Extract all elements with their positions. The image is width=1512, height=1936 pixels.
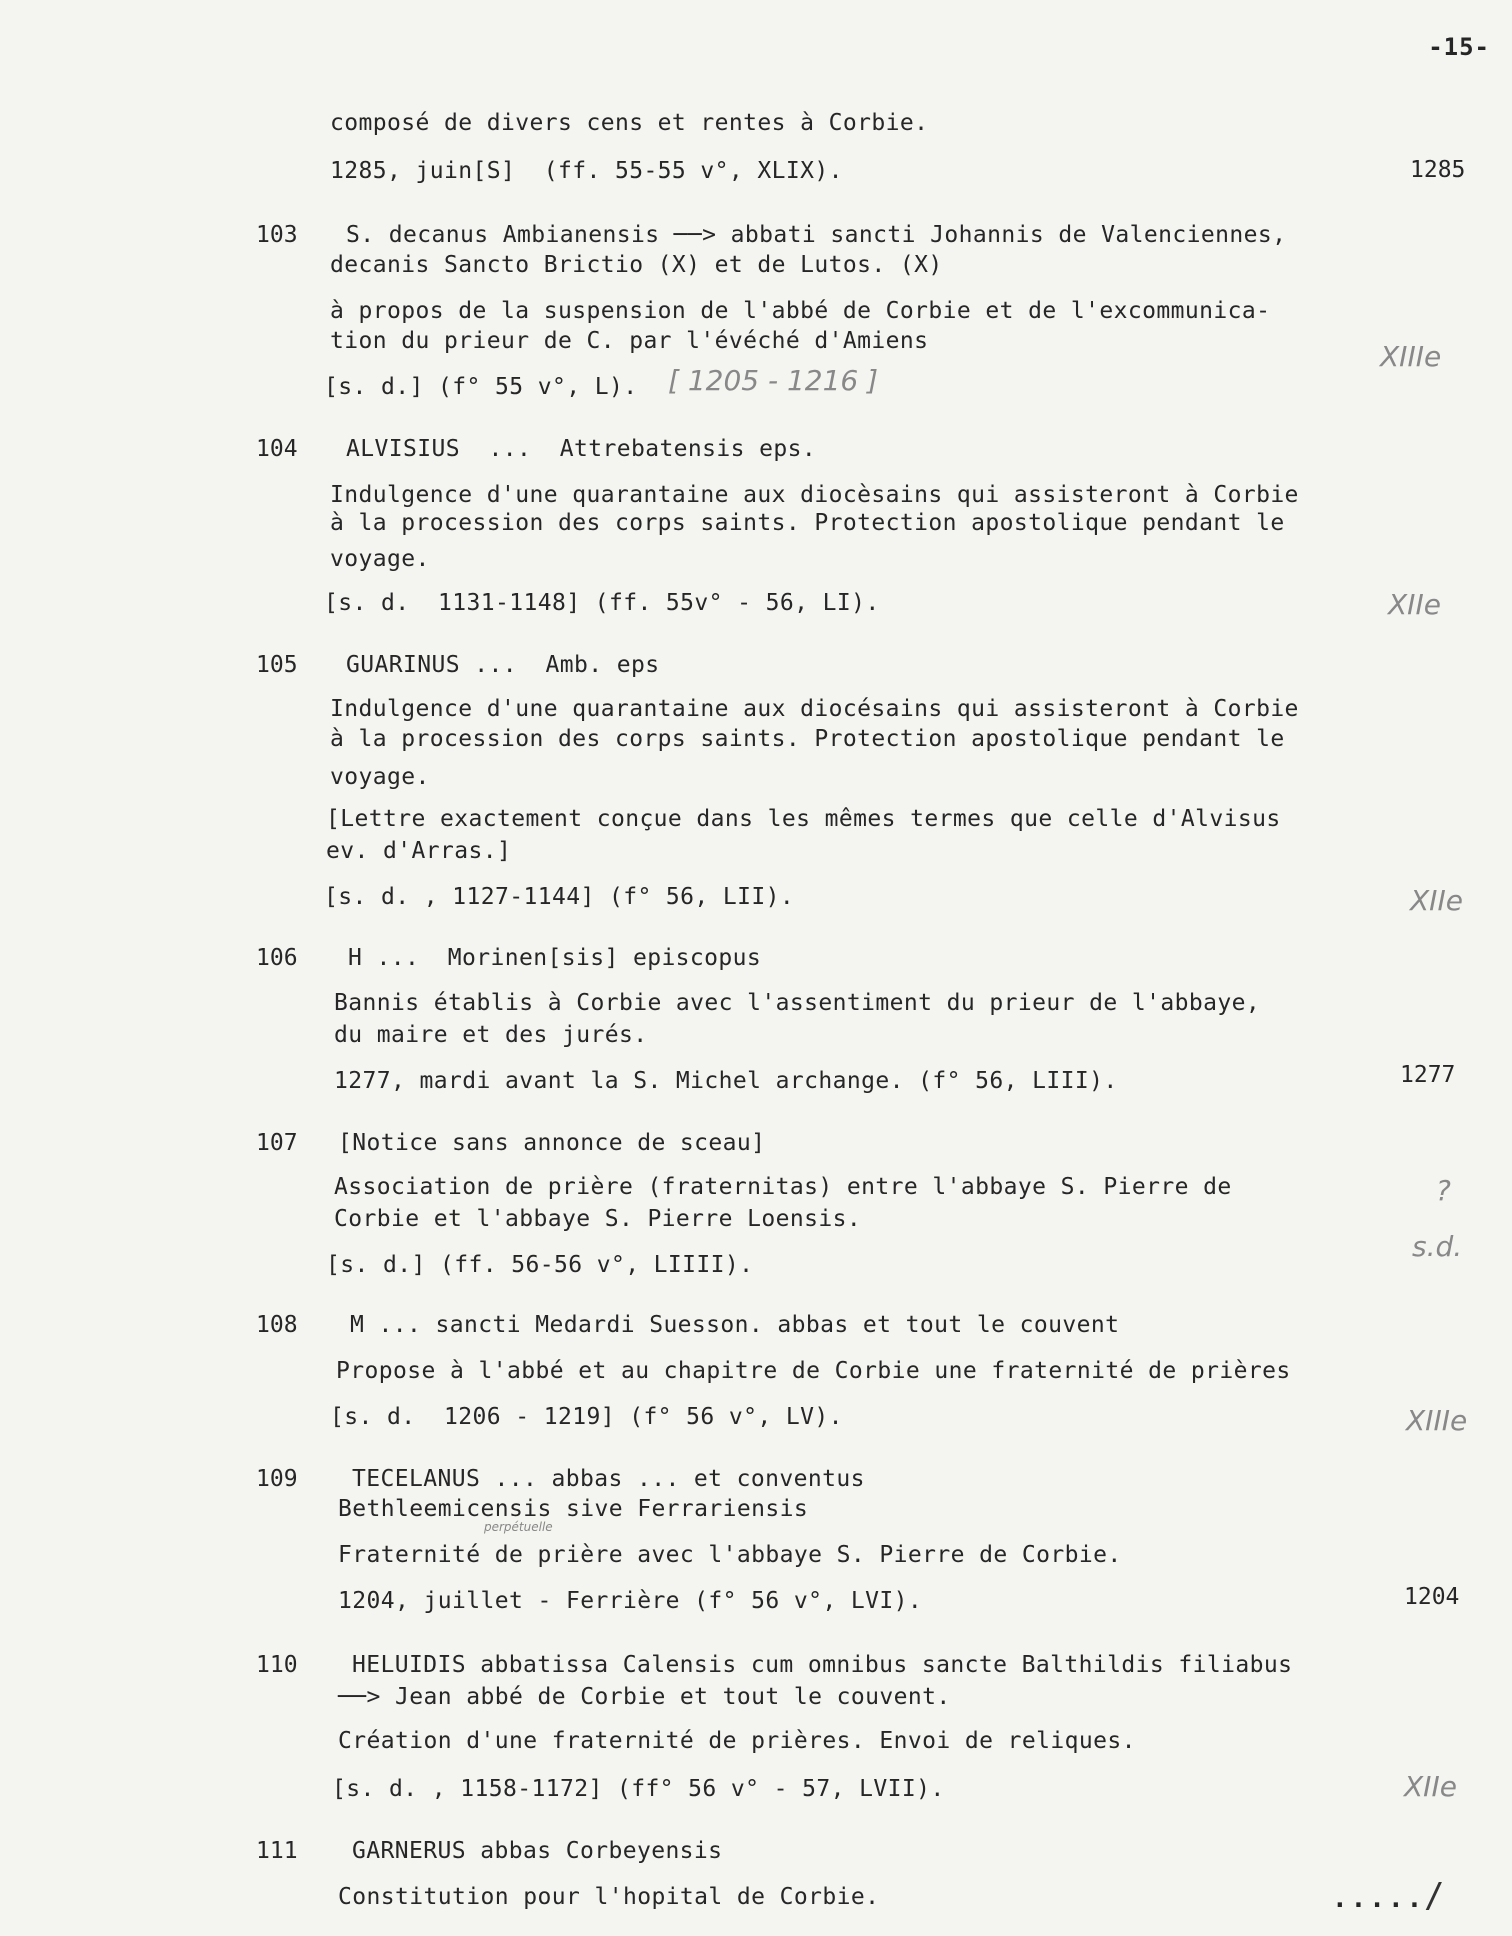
entry-line: Propose à l'abbé et au chapitre de Corbie une fraternité de prières <box>336 1358 1291 1384</box>
entry-line: HELUIDIS abbatissa Calensis cum omnibus sancte Balthildis filiabus <box>352 1652 1293 1678</box>
entry-line: Corbie et l'abbaye S. Pierre Loensis. <box>334 1206 862 1232</box>
entry-line: à la procession des corps saints. Protection apostolique pendant le <box>330 726 1285 752</box>
entry-line: Association de prière (fraternitas) entre l'abbaye S. Pierre de <box>334 1174 1232 1200</box>
entry-line: tion du prieur de C. par l'évéché d'Amiens <box>330 328 929 354</box>
entry-line: Bannis établis à Corbie avec l'assentiment du prieur de l'abbaye, <box>334 990 1261 1016</box>
entry-line: [s. d. , 1158-1172] (ff° 56 v° - 57, LVII). <box>332 1776 945 1802</box>
entry-line: [s. d.] (f° 55 v°, L). <box>324 374 638 400</box>
entry-line: à la procession des corps saints. Protection apostolique pendant le <box>330 510 1285 536</box>
entry-line: ALVISIUS ... Attrebatensis eps. <box>346 436 817 462</box>
entry-line: [s. d. , 1127-1144] (f° 56, LII). <box>324 884 795 910</box>
entry-number: 106 <box>256 945 298 971</box>
entry-number: 104 <box>256 436 298 462</box>
entry-line: Création d'une fraternité de prières. Envoi de reliques. <box>338 1728 1136 1754</box>
margin-note: XIIe <box>1410 884 1463 917</box>
entry-line: [Notice sans annonce de sceau] <box>338 1130 766 1156</box>
entry-number: 111 <box>256 1838 298 1864</box>
entry-line: Indulgence d'une quarantaine aux diocésains qui assisteront à Corbie <box>330 696 1299 722</box>
entry-line: voyage. <box>330 764 430 790</box>
margin-note: s.d. <box>1412 1230 1463 1263</box>
entry-number: 107 <box>256 1130 298 1156</box>
entry-line: composé de divers cens et rentes à Corbie. <box>330 110 929 136</box>
margin-year: 1277 <box>1400 1062 1456 1088</box>
entry-line: [s. d. 1131-1148] (ff. 55v° - 56, LI). <box>324 590 880 616</box>
entry-line: 1277, mardi avant la S. Michel archange. (f° 56, LIII). <box>334 1068 1118 1094</box>
entry-line: decanis Sancto Brictio (X) et de Lutos. (X) <box>330 252 943 278</box>
margin-note: XIIe <box>1388 588 1441 621</box>
entry-line: H ... Morinen[sis] episcopus <box>348 945 762 971</box>
entry-line: [Lettre exactement conçue dans les mêmes termes que celle d'Alvisus <box>326 806 1281 832</box>
entry-line: GARNERUS abbas Corbeyensis <box>352 1838 723 1864</box>
margin-year: 1204 <box>1404 1584 1460 1610</box>
entry-line: 1204, juillet - Ferrière (f° 56 v°, LVI). <box>338 1588 923 1614</box>
entry-line: [s. d.] (ff. 56-56 v°, LIIII). <box>326 1252 754 1278</box>
margin-year: 1285 <box>1410 157 1466 183</box>
entry-number: 109 <box>256 1466 298 1492</box>
entry-line: TECELANUS ... abbas ... et conventus <box>352 1466 865 1492</box>
entry-line: 1285, juin[S] (ff. 55-55 v°, XLIX). <box>330 158 843 184</box>
page-number: -15- <box>1428 33 1490 61</box>
entry-line: ──> Jean abbé de Corbie et tout le couvent. <box>338 1684 951 1710</box>
margin-note: ? <box>1436 1174 1451 1207</box>
entry-number: 110 <box>256 1652 298 1678</box>
entry-number: 105 <box>256 652 298 678</box>
entry-number: 103 <box>256 222 298 248</box>
entry-line: ev. d'Arras.] <box>326 838 512 864</box>
insert-note: perpétuelle <box>484 1520 553 1534</box>
entry-line: GUARINUS ... Amb. eps <box>346 652 660 678</box>
handwritten-date: [ 1205 - 1216 ] <box>668 364 879 397</box>
entry-line: Indulgence d'une quarantaine aux diocèsains qui assisteront à Corbie <box>330 482 1299 508</box>
margin-note: XIIIe <box>1406 1404 1468 1437</box>
entry-line: voyage. <box>330 546 430 572</box>
margin-note: XIIe <box>1404 1770 1457 1803</box>
entry-line: Constitution pour l'hopital de Corbie. <box>338 1884 880 1910</box>
entry-line: du maire et des jurés. <box>334 1022 648 1048</box>
entry-number: 108 <box>256 1312 298 1338</box>
margin-note: XIIIe <box>1380 340 1442 373</box>
entry-line: S. decanus Ambianensis ──> abbati sancti Johannis de Valenciennes, <box>346 222 1287 248</box>
entry-line: à propos de la suspension de l'abbé de Corbie et de l'excommunica- <box>330 298 1271 324</box>
entry-line: Bethleemicensis sive Ferrariensis <box>338 1496 809 1522</box>
trailing-dots: ..... <box>1332 1884 1426 1914</box>
entry-line: [s. d. 1206 - 1219] (f° 56 v°, LV). <box>330 1404 843 1430</box>
entry-line: M ... sancti Medardi Suesson. abbas et tout le couvent <box>350 1312 1120 1338</box>
entry-line: Fraternité de prière avec l'abbaye S. Pierre de Corbie. <box>338 1542 1122 1568</box>
pen-mark: / <box>1424 1876 1445 1916</box>
